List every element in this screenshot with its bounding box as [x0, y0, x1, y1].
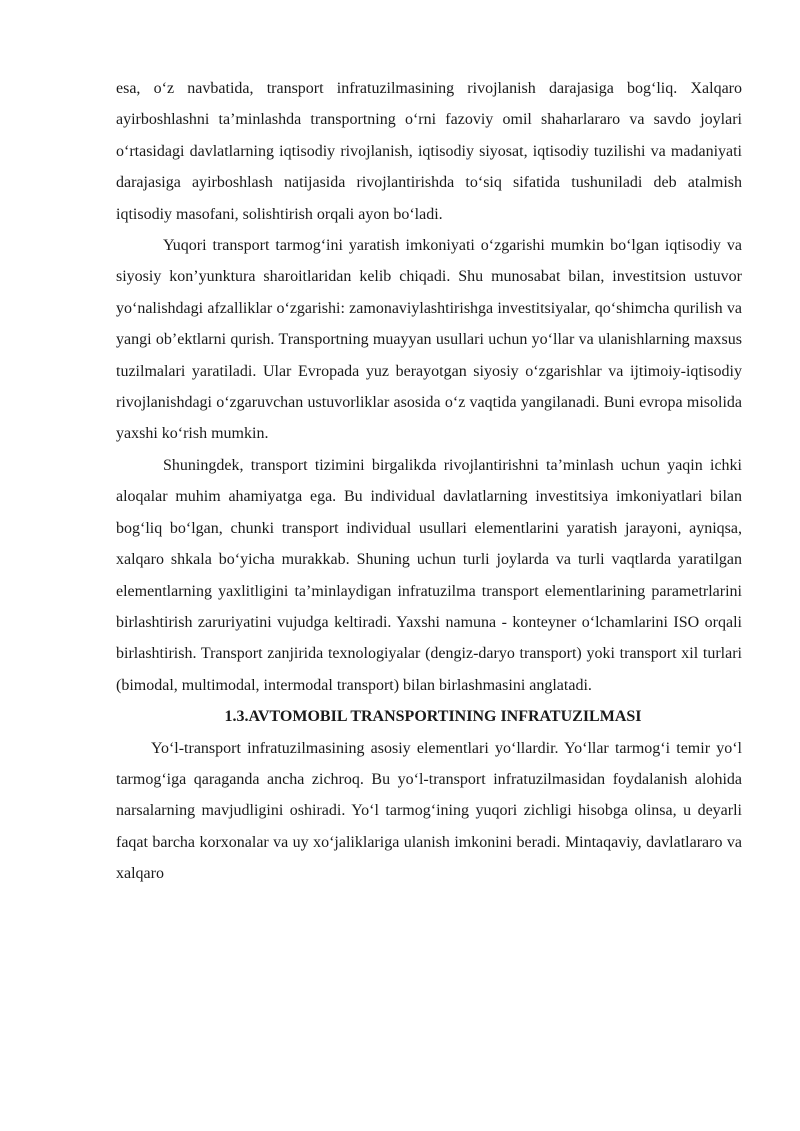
paragraph-transport-network: Yuqori transport tarmog‘ini yaratish imkoniyati o‘zgarishi mumkin bo‘lgan iqtisodiy va siyosiy kon’yunktura sharoitlaridan kelib chiqadi. Shu munosabat bilan, investitsion ustuvor yo‘nalishdagi afzalliklar o‘zgarishi: zamonaviylashtirishga investitsiyalar, qo‘shimcha qurilish va yangi ob’ektlarni qurish. Transportning muayyan usullari uchun yo‘llar va ulanishlarning maxsus tuzilmalari yaratiladi. Ular Evropada yuz berayotgan siyosiy o‘zgarishlar va ijtimoiy-iqtisodiy rivojlanishdagi o‘zgaruvchan ustuvorliklar asosida o‘z vaqtida yangilanadi. Buni evropa misolida yaxshi ko‘rish mumkin.: [116, 237, 742, 443]
paragraph-transport-system: Shuningdek, transport tizimini birgalikda rivojlantirishni ta’minlash uchun yaqin ichki aloqalar muhim ahamiyatga ega. Bu individual davlatlarning investitsiya imkoniyatlari bilan bog‘liq bo‘lgan, chunki transport individual usullari elementlarini yaratish jarayoni, ayniqsa, xalqaro shkala bo‘yicha murakkab. Shuning uchun turli joylarda va turli vaqtlarda yaratilgan elementlarning yaxlitligini ta’minlaydigan infratuzilma transport elementlarining parametrlarini birlashtirish zaruriyatini vujudga keltiradi. Yaxshi namuna - konteyner o‘lchamlarini ISO orqali birlashtirish. Transport zanjirida texnologiyalar (dengiz-daryo transport) yoki transport xil turlari (bimodal, multimodal, intermodal transport) bilan birlashmasini anglatadi.: [116, 456, 742, 694]
section-heading: 1.3.AVTOMOBIL TRANSPORTINING INFRATUZILMASI: [224, 708, 642, 726]
document-page: [116, 73, 742, 890]
paragraph-road-infrastructure: Yo‘l-transport infratuzilmasining asosiy elementlari yo‘llardir. Yo‘llar tarmog‘i temir yo‘l tarmog‘iga qaraganda ancha zichroq. Bu yo‘l-transport infratuzilmasidan foydalanish alohida narsalarning mavjudligini oshiradi. Yo‘l tarmog‘ining yuqori zichligi hisobga olinsa, u deyarli faqat barcha korxonalar va uy xo‘jaliklariga ulanish imkonini beradi. Mintaqaviy, davlatlararo va xalqaro: [116, 739, 742, 883]
paragraph-continuation: esa, o‘z navbatida, transport infratuzilmasining rivojlanish darajasiga bog‘liq. Xalqaro ayirboshlashni ta’minlashda transportning o‘rni fazoviy omil shaharlararo va savdo joylari o‘rtasidagi davlatlarning iqtisodiy rivojlanish, iqtisodiy siyosat, iqtisodiy tuzilishi va madaniyati darajasiga ayirboshlash natijasida rivojlantirishda to‘siq sifatida tushuniladi deb atalmish iqtisodiy masofani, solishtirish orqali ayon bo‘ladi.: [116, 80, 742, 223]
